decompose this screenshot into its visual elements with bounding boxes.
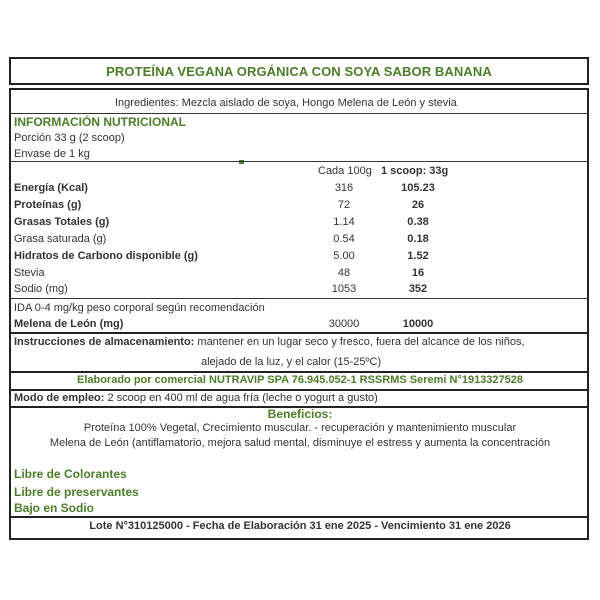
storage-text: mantener en un lugar seco y fresco, fuera del alcance de los niños, xyxy=(194,336,525,348)
benefits-line1: Proteína 100% Vegetal, Crecimiento muscular. - recuperación y mantenimiento muscular xyxy=(83,422,517,434)
col-header-100g: Cada 100g xyxy=(318,165,372,177)
ingredients-text: Ingredientes: Mezcla aislado de soya, Hongo Melena de León y stevia xyxy=(115,97,457,109)
row-value-scoop: 1.52 xyxy=(407,250,429,262)
row-label: Stevia xyxy=(14,267,45,279)
divider xyxy=(9,332,589,334)
row-value-scoop: 26 xyxy=(411,199,425,211)
usage-text: 2 scoop en 400 ml de agua fría (leche o yogurt a gusto) xyxy=(104,392,378,404)
usage-line xyxy=(14,392,378,405)
benefits-line2: Melena de León (antiflamatorio, mejora salud mental, disminuye el estress y aumenta la concentración xyxy=(49,437,551,449)
lot-text: Lote N°310125000 - Fecha de Elaboración 31 ene 2025 - Vencimiento 31 ene 2026 xyxy=(89,520,511,532)
row-value-scoop: 16 xyxy=(411,267,425,279)
melena-label: Melena de León (mg) xyxy=(14,318,124,330)
row-value-100g: 5.00 xyxy=(333,250,355,262)
row-label: Energía (Kcal) xyxy=(14,182,88,194)
row-value-scoop: 352 xyxy=(408,283,428,295)
row-value-100g: 0.54 xyxy=(333,233,355,245)
row-value-100g: 1.14 xyxy=(333,216,355,228)
row-value-100g: 48 xyxy=(337,267,351,279)
row-label: Grasa saturada (g) xyxy=(14,233,107,245)
divider xyxy=(9,161,589,162)
ida-text: IDA 0-4 mg/kg peso corporal según recomendación xyxy=(14,302,265,314)
storage-line1 xyxy=(14,336,525,349)
row-label: Hidratos de Carbono disponible (g) xyxy=(14,250,198,262)
row-value-scoop: 0.38 xyxy=(407,216,429,228)
container-text: Envase de 1 kg xyxy=(14,148,90,160)
row-label: Grasas Totales (g) xyxy=(14,216,110,228)
melena-value-scoop: 10000 xyxy=(402,318,434,330)
divider xyxy=(9,389,589,391)
divider xyxy=(9,113,589,114)
row-value-scoop: 0.18 xyxy=(407,233,429,245)
portion-text: Porción 33 g (2 scoop) xyxy=(14,132,125,144)
row-label: Sodio (mg) xyxy=(14,283,68,295)
claim-preservatives: Libre de preservantes xyxy=(14,485,139,499)
row-value-100g: 1053 xyxy=(331,283,357,295)
row-value-100g: 316 xyxy=(334,182,354,194)
manufacturer-text: Elaborado por comercial NUTRAVIP SPA 76.945.052-1 RSSRMS Seremi N°1913327528 xyxy=(76,374,524,386)
divider xyxy=(9,298,589,299)
claim-low-sodium: Bajo en Sodio xyxy=(14,501,95,515)
info-header: INFORMACIÓN NUTRICIONAL xyxy=(14,115,186,129)
row-value-scoop: 105.23 xyxy=(401,182,435,194)
divider xyxy=(9,516,589,518)
row-value-100g: 72 xyxy=(337,199,351,211)
product-title: PROTEÍNA VEGANA ORGÁNICA CON SOYA SABOR BANANA xyxy=(106,64,492,79)
col-header-scoop: 1 scoop: 33g xyxy=(381,165,449,177)
claim-colorants: Libre de Colorantes xyxy=(14,467,127,481)
benefits-header: Beneficios: xyxy=(267,407,333,421)
usage-label: Modo de empleo: xyxy=(14,392,105,404)
melena-value-100g: 30000 xyxy=(328,318,360,330)
row-label: Proteínas (g) xyxy=(14,199,82,211)
storage-label: Instrucciones de almacenamiento: xyxy=(14,336,195,348)
title-box xyxy=(9,57,589,85)
divider xyxy=(9,371,589,373)
storage-line2: alejado de la luz, y el calor (15-25ºC) xyxy=(201,356,382,368)
